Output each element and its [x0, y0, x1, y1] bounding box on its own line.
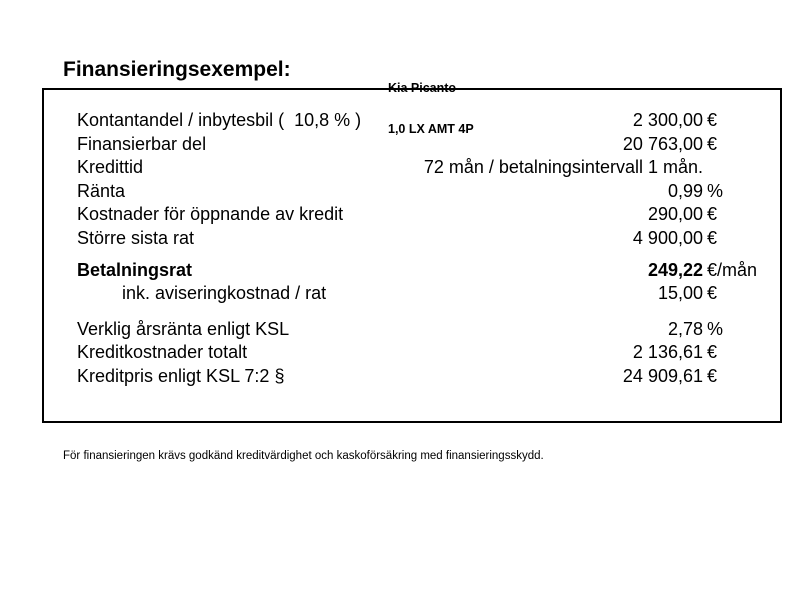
row-label: Kreditkostnader totalt: [77, 342, 248, 363]
finance-section: [77, 259, 757, 306]
row-label: Finansierbar del: [77, 133, 207, 154]
vehicle-model: Kia Picanto: [388, 81, 457, 95]
page-title: Finansieringsexempel:: [63, 58, 291, 81]
finance-row: [77, 133, 757, 157]
row-label: Kostnader för öppnande av kredit: [77, 204, 344, 225]
footer-note: För finansieringen krävs godkänd kreditvärdighet och kaskoförsäkring med finansieringsskydd.: [63, 450, 544, 462]
finance-row: [77, 156, 757, 180]
row-unit: €: [707, 283, 718, 304]
row-label: Ränta: [77, 180, 126, 201]
row-value: 2,78: [667, 318, 703, 339]
row-unit: €: [707, 365, 718, 386]
finance-row: [77, 227, 757, 251]
row-label: Större sista rat: [77, 227, 195, 248]
row-value: 72 mån / betalningsintervall 1 mån.: [423, 157, 703, 178]
row-unit: €: [707, 342, 718, 363]
finance-section: [77, 109, 757, 251]
row-label: ink. aviseringkostnad / rat: [122, 283, 327, 304]
row-value: 15,00: [657, 283, 703, 304]
row-value: 4 900,00: [632, 227, 703, 248]
row-unit: €/mån: [707, 259, 758, 280]
finance-row: [77, 365, 757, 389]
finance-row: [77, 109, 757, 133]
row-value: 249,22: [647, 259, 703, 280]
row-value: 24 909,61: [622, 365, 703, 386]
row-value: 2 136,61: [632, 342, 703, 363]
row-label: Betalningsrat: [77, 259, 193, 280]
vehicle-variant: 1,0 LX AMT 4P: [388, 121, 474, 136]
row-unit: %: [707, 180, 724, 201]
row-unit: €: [707, 204, 718, 225]
row-unit: €: [707, 110, 718, 130]
finance-row: [77, 259, 757, 283]
row-unit: %: [707, 318, 724, 339]
finance-row: [77, 341, 757, 365]
row-unit: €: [707, 133, 718, 154]
finance-example-box: [42, 88, 782, 423]
finance-row: [77, 180, 757, 204]
finance-section: [77, 318, 757, 389]
finance-row: [77, 318, 757, 342]
row-label: Kredittid: [77, 157, 144, 178]
row-value: 20 763,00: [622, 133, 703, 154]
finance-row: [77, 203, 757, 227]
row-value: 2 300,00: [632, 110, 703, 130]
row-value: 0,99: [667, 180, 703, 201]
row-unit: €: [707, 227, 718, 248]
finance-row: [77, 282, 757, 306]
row-label: Verklig årsränta enligt KSL: [77, 318, 290, 339]
row-label: Kreditpris enligt KSL 7:2 §: [77, 365, 285, 386]
row-label: Kontantandel / inbytesbil ( 10,8 % ): [77, 110, 362, 130]
row-value: 290,00: [647, 204, 703, 225]
